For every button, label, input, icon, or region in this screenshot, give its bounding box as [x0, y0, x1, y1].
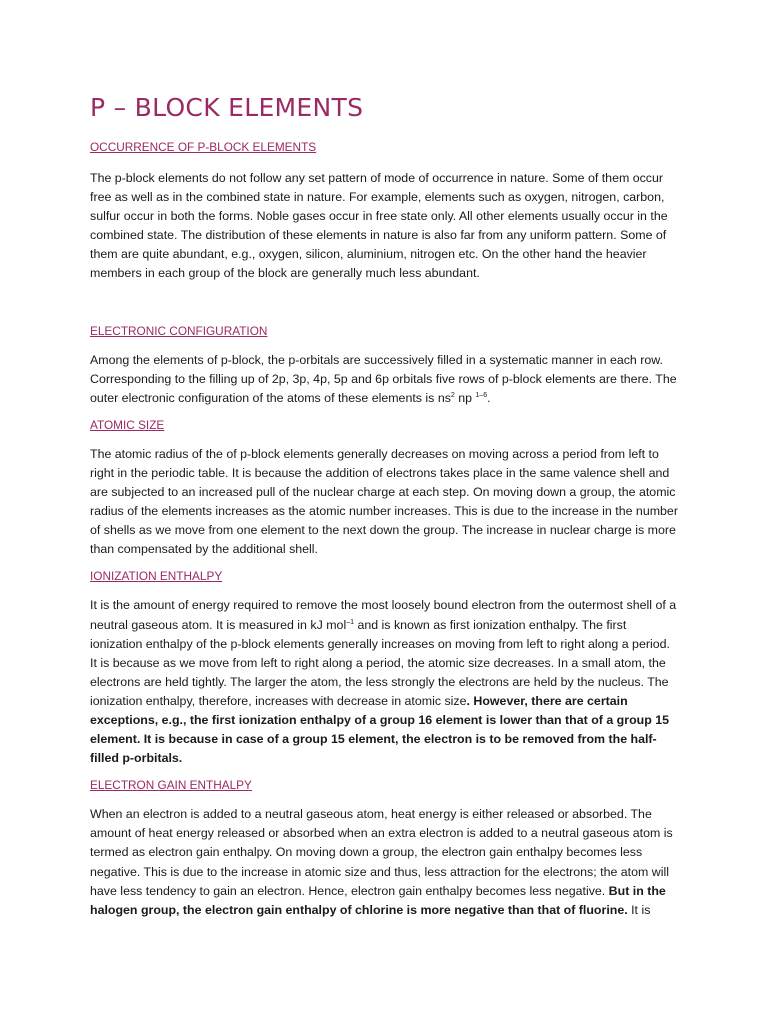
section-heading-occurrence: OCCURRENCE OF P-BLOCK ELEMENTS [90, 140, 317, 154]
electron-gain-tail: It is [627, 902, 651, 917]
config-text-end: . [487, 390, 491, 405]
electron-gain-text: When an electron is added to a neutral gaseous atom, heat energy is either released or absorbed. The amount of heat energy released or absorbed when an extra electron is added to a neutral gaseous atom is termed as electron gain enthalpy. On moving down a group, the electron gain enthalpy becomes less negative. This is due to the increase in atomic size and thus, less attraction for the electrons; the atom will have less tendency to gain an electron. Hence, electron gain enthalpy becomes less negative. [90, 807, 673, 898]
section-paragraph-occurrence: The p-block elements do not follow any set pattern of mode of occurrence in nature. Some of them occur free as well as in the combined state in nature. For example, elements such as oxygen, nitrogen, carbon, sulfur occur in both the forms. Noble gases occur in free state only. All other elements usually occur in the combined state. The distribution of these elements in nature is also far from any uniform pattern. Some of them are quite abundant, e.g., oxygen, silicon, aluminium, nitrogen etc. On the other hand the heavier members in each group of the block are generally much less abundant. [90, 171, 668, 281]
section-heading-atomic-size: ATOMIC SIZE [90, 417, 165, 432]
config-text: Among the elements of p-block, the p-orbitals are successively filled in a systematic manner in each row. Corresponding to the filling up of 2p, 3p, 4p, 5p and 6p orbitals five rows of p-block elements are there. The outer electronic configuration of the atoms of these elements is ns [90, 352, 677, 405]
document-title: P – BLOCK ELEMENTS [90, 93, 364, 122]
section-paragraph-electron-gain-enthalpy [90, 805, 678, 920]
section-paragraph-electronic-configuration [90, 351, 678, 408]
ionization-unit-sup: –1 [346, 618, 354, 626]
config-sup-p: 1–6 [475, 391, 488, 399]
electron-gain-bold-text: But in the halogen group, the electron gain enthalpy of chlorine is more negative than that of fluorine. [90, 883, 666, 917]
section-heading-ionization-enthalpy: IONIZATION ENTHALPY [90, 569, 223, 584]
section-heading-electronic-configuration: ELECTRONIC CONFIGURATION [90, 323, 268, 338]
config-sup-s: 2 [450, 391, 455, 399]
config-text-mid: np [454, 390, 476, 405]
ionization-text-b: and is known as first ionization enthalpy. The first ionization enthalpy of the p-block elements generally increases on moving from left to right along a period. It is because as we move from left to right along a period, the atomic size decreases. In a small atom, the electrons are held tightly. The larger the atom, the less strongly the electrons are held by the nucleus. The ionization enthalpy, therefore, increases with decrease in atomic size [90, 617, 670, 708]
ionization-text-a: It is the amount of energy required to remove the most loosely bound electron from the outermost shell of a neutral gaseous atom. It is measured in kJ mol [90, 598, 677, 632]
ionization-bold-text: . However, there are certain exceptions, e.g., the first ionization enthalpy of a group 16 element is lower than that of a group 15 element. It is because in case of a group 15 element, the electron is to be removed from the half-filled p-orbitals. [90, 693, 670, 766]
section-heading-electron-gain-enthalpy: ELECTRON GAIN ENTHALPY [90, 778, 252, 793]
section-paragraph-ionization-enthalpy [90, 596, 678, 768]
section-paragraph-atomic-size: The atomic radius of the of p-block elements generally decreases on moving across a period from left to right in the periodic table. It is because the addition of electrons takes place in the same valence shell and are subjected to an increased pull of the nuclear charge at each step. On moving down a group, the atomic radius of the elements increases as the atomic number increases. This is due to the increase in the number of shells as we move from one element to the next down the group. The increase in nuclear charge is more than compensated by the additional shell. [90, 446, 678, 557]
